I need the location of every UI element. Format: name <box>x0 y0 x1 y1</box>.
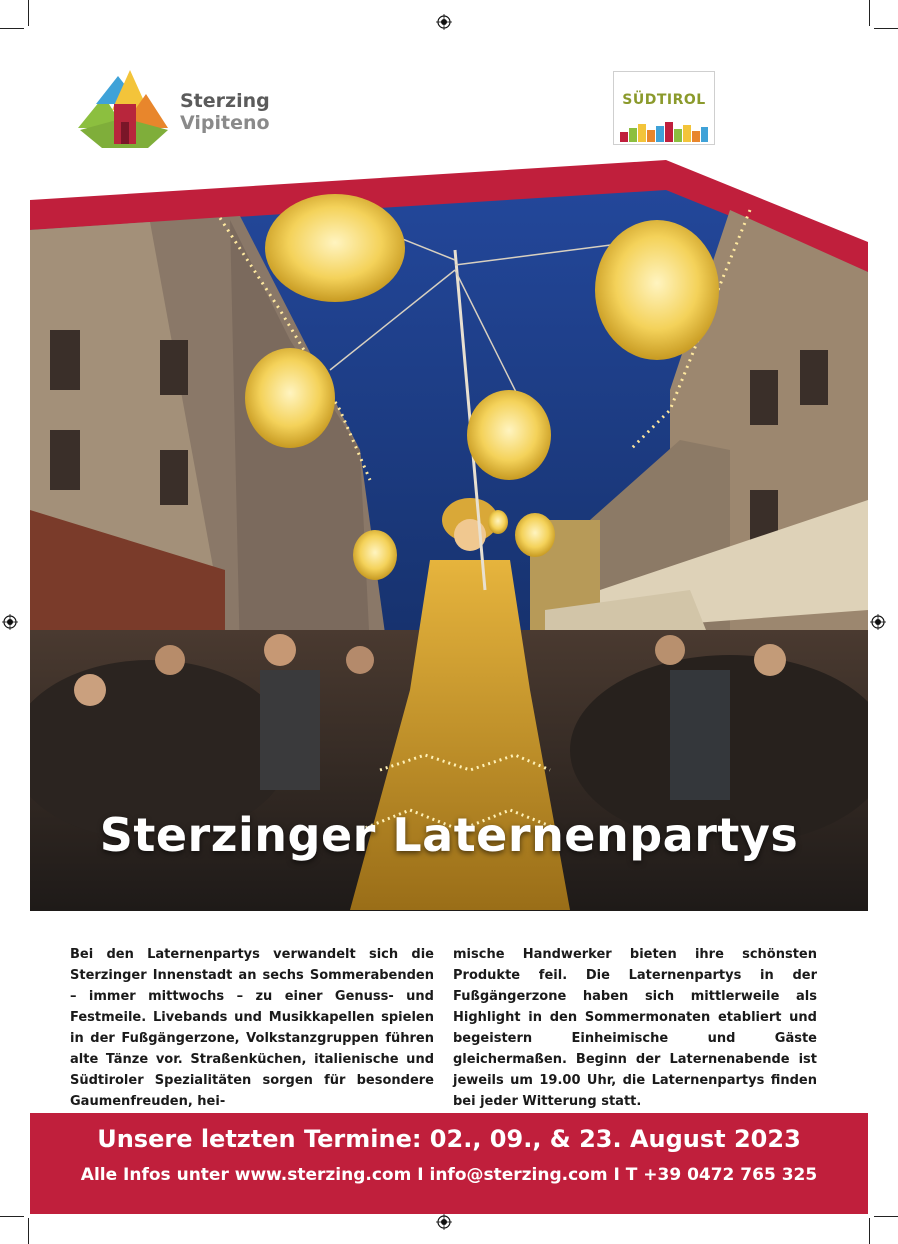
body-text-right: mische Handwerker bieten ihre schönsten Produkte feil. Die Laternenpartys in der Fußgängerzone haben sich mittlerweile als Highlight in den Sommermonaten etabliert und begeistern Einheimische und Gäste gleichermaßen. Beginn der Laternenabende ist jeweils um 19.00 Uhr, die Laternenpartys finden bei jeder Witterung statt. <box>453 947 817 1109</box>
crop-mark <box>0 1216 24 1217</box>
event-photo <box>30 190 868 911</box>
registration-mark-icon <box>2 614 18 630</box>
logo-line-vipiteno: Vipiteno <box>180 112 270 134</box>
sterzing-vipiteno-logo[interactable] <box>78 70 278 152</box>
crop-mark <box>874 1216 898 1217</box>
suedtirol-logo[interactable] <box>613 71 715 145</box>
registration-mark-icon <box>436 14 452 30</box>
crop-mark <box>0 28 24 29</box>
mountain-logo-icon <box>78 70 170 152</box>
body-text-left: Bei den Laternenpartys verwandelt sich die Sterzinger Innenstadt an sechs Sommerabenden – immer mittwochs – zu einer Genuss- und Festmeile. Livebands und Musikkapellen spielen in der Fußgängerzone, Volkstanzgruppen führen alte Tänze vor. Straßenküchen, italienische und Südtiroler Spezialitäten sorgen für besondere Gaumenfreuden, hei- <box>70 947 434 1109</box>
registration-mark-icon <box>870 614 886 630</box>
crop-mark <box>869 0 870 26</box>
suedtirol-stripes-icon <box>614 120 714 144</box>
crop-mark <box>28 0 29 26</box>
contact-info[interactable]: Alle Infos unter www.sterzing.com I info@sterzing.com I T +39 0472 765 325 <box>80 1165 818 1185</box>
registration-mark-icon <box>436 1214 452 1230</box>
suedtirol-wordmark: SÜDTIROL <box>622 92 706 108</box>
footer-band <box>30 1113 868 1214</box>
headline: Sterzinger Laternenpartys <box>99 808 799 862</box>
logo-line-sterzing: Sterzing <box>180 90 270 112</box>
crop-mark <box>28 1218 29 1244</box>
crop-mark <box>869 1218 870 1244</box>
logo-wordmark <box>180 90 270 134</box>
crop-mark <box>874 28 898 29</box>
event-dates: Unsere letzten Termine: 02., 09., & 23. August 2023 <box>97 1125 801 1153</box>
